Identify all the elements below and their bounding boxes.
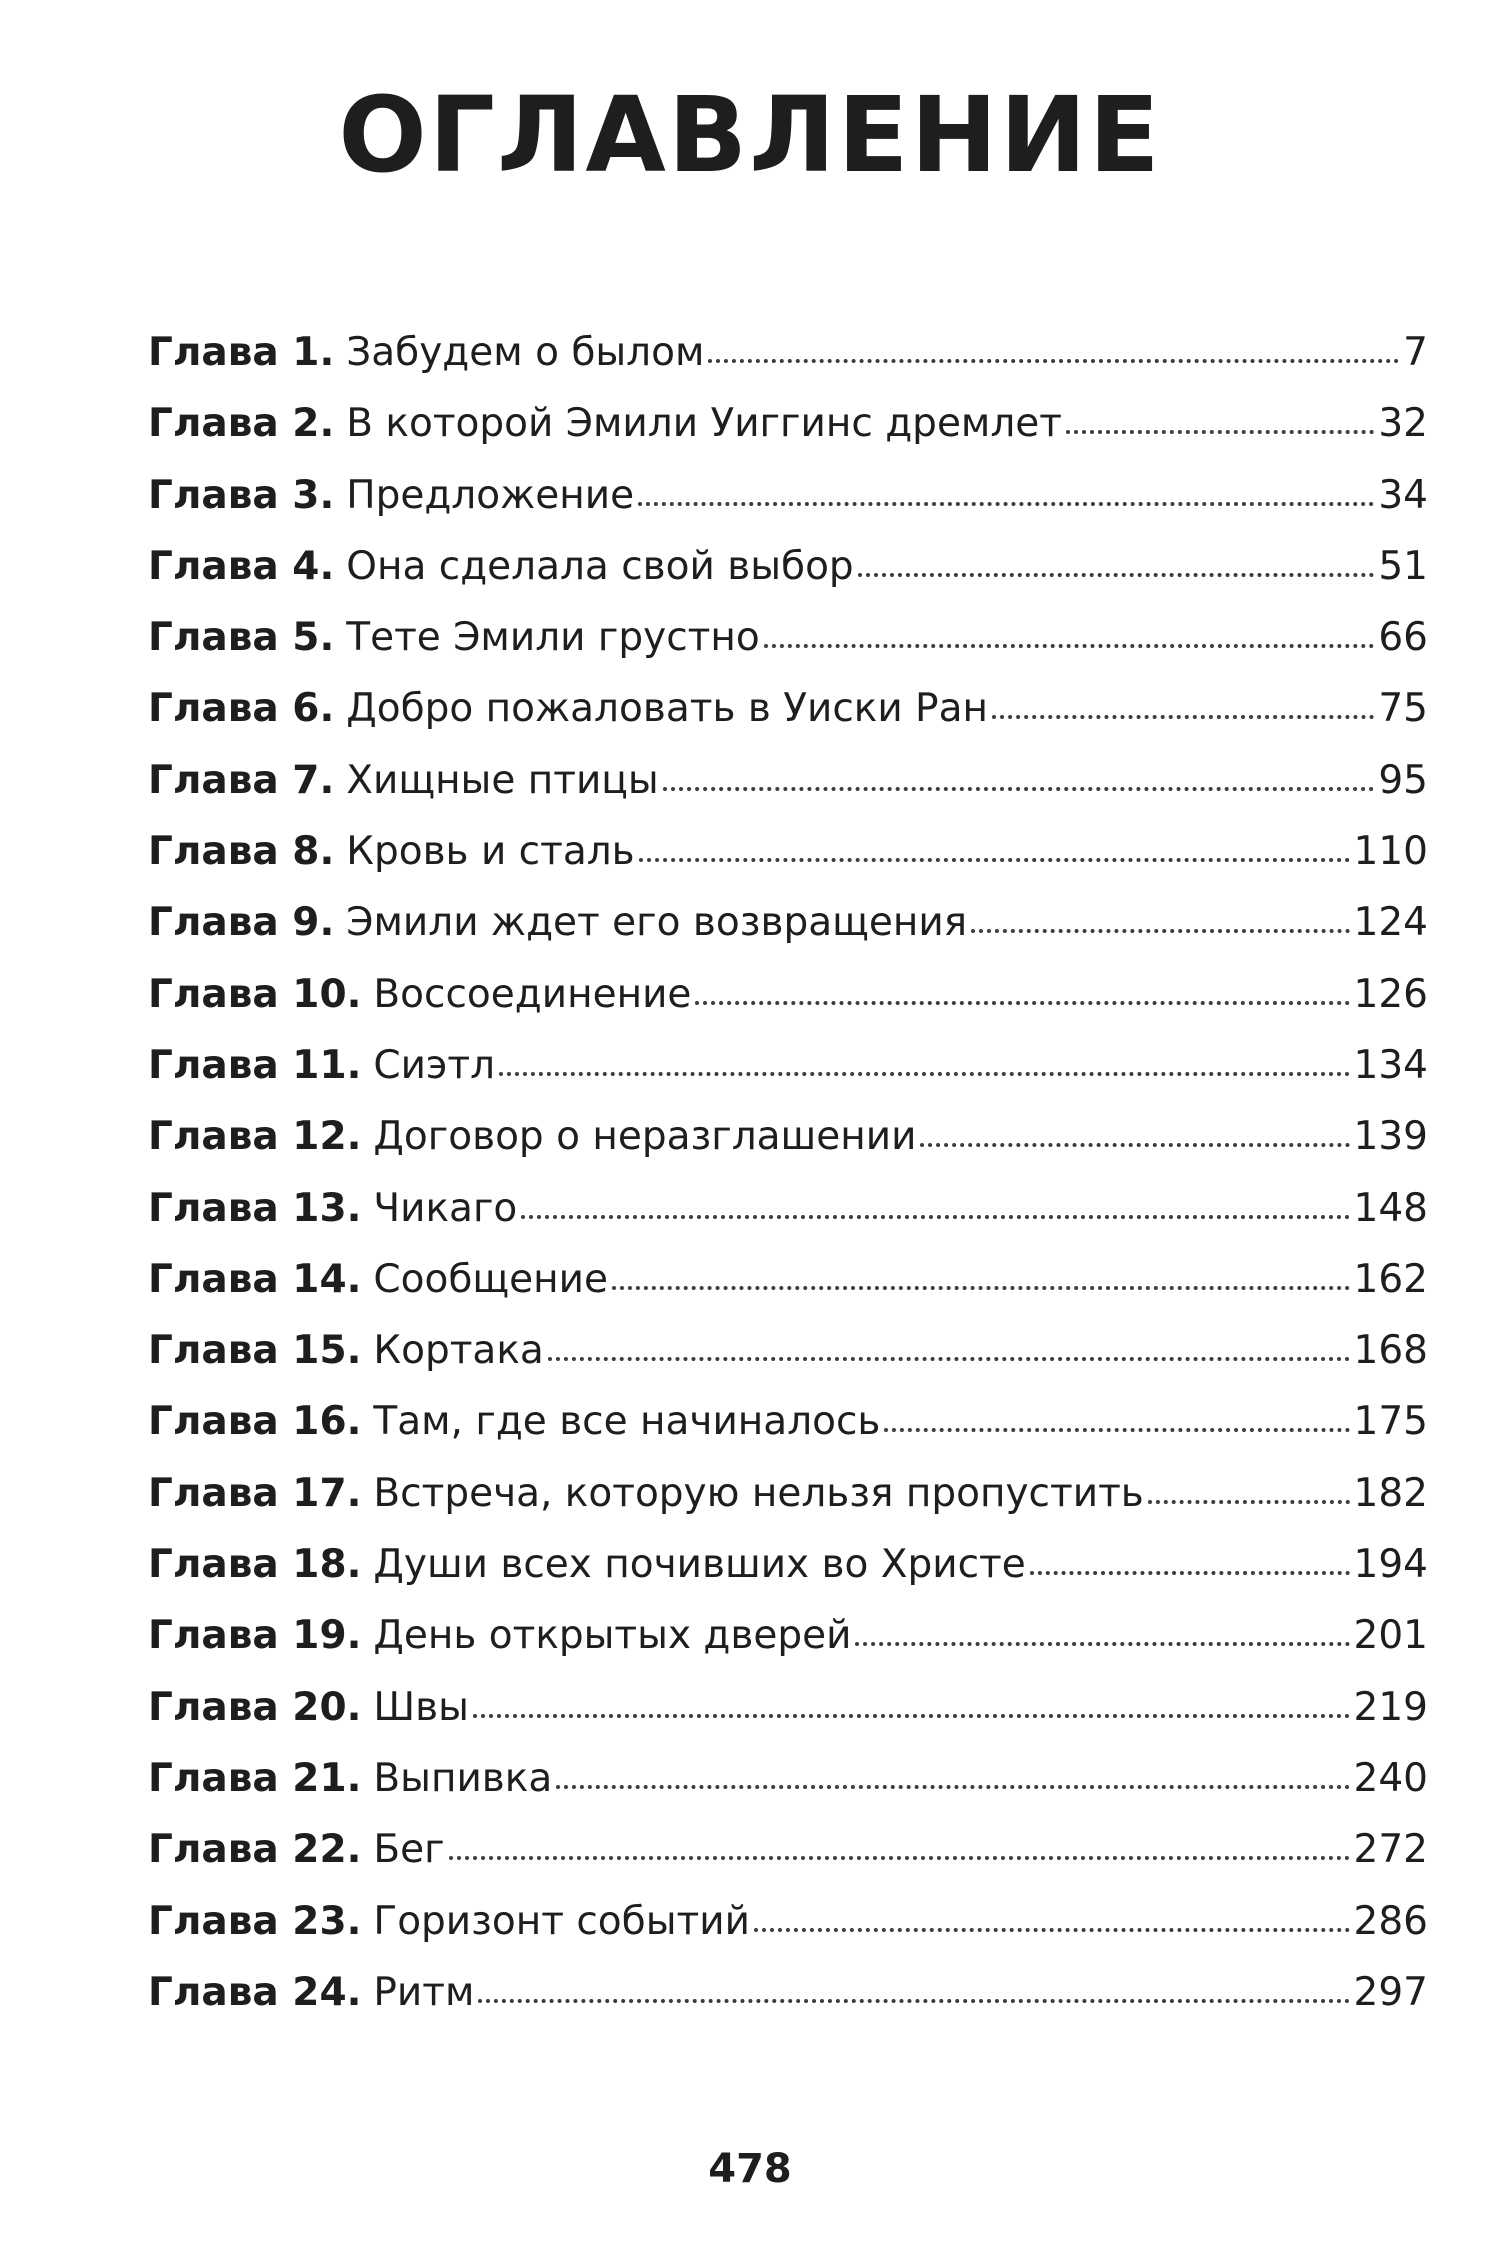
toc-entry-page: 148 (1353, 1185, 1428, 1231)
toc-entry-label: Глава 19. (148, 1613, 362, 1659)
toc-heading: ОГЛАВЛЕНИЕ (338, 74, 1162, 196)
toc-entry-leader (548, 1357, 1350, 1361)
toc-entry-title: Эмили ждет его возвращения (346, 900, 968, 946)
toc-entry-title: Воссоединение (373, 971, 692, 1017)
toc-entry-title: Забудем о былом (346, 330, 705, 375)
toc-entry (148, 1101, 1428, 1172)
toc-entry (148, 1600, 1428, 1671)
toc-entry-title: Встреча, которую нельзя пропустить (373, 1470, 1144, 1516)
toc-entry-title: Бег (373, 1827, 445, 1873)
toc-entry-page: 219 (1353, 1684, 1428, 1730)
toc-entry (148, 816, 1428, 887)
toc-entry-page: 134 (1353, 1042, 1428, 1088)
toc-entry (148, 531, 1428, 602)
toc-entry-label: Глава 20. (148, 1684, 362, 1730)
toc-entry-leader (499, 1072, 1350, 1076)
toc-entry-title: Сиэтл (373, 1042, 496, 1088)
toc-entry-label: Глава 16. (148, 1399, 362, 1445)
toc-entry (148, 1814, 1428, 1885)
toc-entry-title: Там, где все начиналось (373, 1399, 881, 1445)
toc-entry-leader (855, 1642, 1349, 1646)
toc-entry-page: 126 (1353, 971, 1428, 1017)
toc-entry-label: Глава 10. (148, 971, 362, 1017)
toc-entry (148, 317, 1428, 388)
toc-entry (148, 1173, 1428, 1244)
toc-entry (148, 673, 1428, 744)
toc-entry-page: 7 (1403, 330, 1428, 375)
toc-entry-page: 110 (1353, 829, 1428, 875)
toc-entry-label: Глава 17. (148, 1470, 362, 1516)
toc-entry (148, 1672, 1428, 1743)
toc-entry-leader (1030, 1571, 1350, 1575)
toc-entry-title: Кровь и сталь (346, 829, 635, 875)
toc-entry-page: 34 (1378, 472, 1428, 518)
toc-entry (148, 1030, 1428, 1101)
toc-entry-leader (708, 359, 1399, 363)
toc-entry-label: Глава 18. (148, 1542, 362, 1588)
toc-entry-title: Швы (373, 1684, 469, 1730)
toc-entry-leader (663, 787, 1375, 791)
toc-entry-leader (521, 1215, 1349, 1219)
toc-entry-leader (992, 715, 1374, 719)
toc-entry-title: Души всех почивших во Христе (373, 1542, 1026, 1588)
toc-entry-page: 272 (1353, 1827, 1428, 1873)
toc-entry (148, 1957, 1428, 2028)
toc-entry-leader (884, 1428, 1349, 1432)
toc-entry (148, 1743, 1428, 1814)
toc-entry-label: Глава 13. (148, 1185, 362, 1231)
toc-entry (148, 745, 1428, 816)
toc-entry-leader (858, 573, 1375, 577)
toc-entry-title: Она сделала свой выбор (346, 543, 854, 589)
toc-entry (148, 1315, 1428, 1386)
toc-entry-label: Глава 24. (148, 1969, 362, 2015)
toc-entry (148, 1244, 1428, 1315)
toc-entry-title: Сообщение (373, 1256, 608, 1302)
toc-entry-leader (638, 502, 1374, 506)
toc-entry-leader (695, 1001, 1349, 1005)
toc-entry-leader (1148, 1500, 1350, 1504)
toc-entry-page: 297 (1353, 1969, 1428, 2015)
toc-entry (148, 602, 1428, 673)
toc-entry-label: Глава 3. (148, 472, 335, 518)
toc-entry-title: Хищные птицы (346, 757, 659, 803)
toc-entry-leader (920, 1143, 1349, 1147)
page-number: 478 (708, 2146, 792, 2192)
toc-entry (148, 1886, 1428, 1957)
toc-entry-label: Глава 22. (148, 1827, 362, 1873)
toc-entry-title: День открытых дверей (373, 1613, 852, 1659)
toc-entry-label: Глава 4. (148, 543, 335, 589)
toc-entry-label: Глава 21. (148, 1755, 362, 1801)
toc-entry-label: Глава 23. (148, 1898, 362, 1944)
toc-entry-label: Глава 8. (148, 829, 335, 875)
toc-entry-title: Кортака (373, 1328, 544, 1374)
toc-entry-page: 286 (1353, 1898, 1428, 1944)
toc-entry-page: 162 (1353, 1256, 1428, 1302)
toc-entry (148, 388, 1428, 459)
toc-entry-page: 194 (1353, 1542, 1428, 1588)
toc-entry-label: Глава 9. (148, 900, 335, 946)
toc-entry (148, 1386, 1428, 1457)
toc-entry-page: 175 (1353, 1399, 1428, 1445)
toc-entry-page: 168 (1353, 1328, 1428, 1374)
toc-list (148, 317, 1428, 2028)
toc-entry-label: Глава 5. (148, 615, 335, 661)
toc-entry-title: Договор о неразглашении (373, 1114, 917, 1160)
toc-entry-label: Глава 1. (148, 330, 335, 375)
toc-entry-leader (639, 858, 1350, 862)
toc-entry-leader (971, 929, 1349, 933)
toc-entry-title: Выпивка (373, 1755, 553, 1801)
toc-entry-leader (473, 1714, 1350, 1718)
toc-entry-page: 95 (1378, 757, 1428, 803)
toc-entry-label: Глава 7. (148, 757, 335, 803)
toc-entry-page: 32 (1378, 401, 1428, 447)
toc-entry-leader (612, 1286, 1350, 1290)
toc-entry-title: Предложение (346, 472, 635, 518)
toc-entry-leader (764, 644, 1375, 648)
toc-entry (148, 959, 1428, 1030)
toc-entry-leader (754, 1928, 1350, 1932)
toc-entry-label: Глава 6. (148, 686, 335, 732)
toc-entry-label: Глава 15. (148, 1328, 362, 1374)
toc-entry-title: Чикаго (373, 1185, 518, 1231)
toc-entry-title: В которой Эмили Уиггинс дремлет (346, 401, 1062, 447)
toc-entry-page: 51 (1378, 543, 1428, 589)
toc-entry-page: 182 (1353, 1470, 1428, 1516)
toc-entry-page: 124 (1353, 900, 1428, 946)
toc-entry-page: 139 (1353, 1114, 1428, 1160)
toc-entry (148, 460, 1428, 531)
toc-entry-label: Глава 11. (148, 1042, 362, 1088)
toc-entry (148, 1458, 1428, 1529)
toc-entry (148, 1529, 1428, 1600)
toc-entry-label: Глава 14. (148, 1256, 362, 1302)
toc-entry-page: 66 (1378, 615, 1428, 661)
toc-entry (148, 887, 1428, 958)
toc-entry-title: Тете Эмили грустно (346, 615, 760, 661)
toc-entry-label: Глава 2. (148, 401, 335, 447)
toc-entry-title: Ритм (373, 1969, 475, 2015)
toc-entry-leader (556, 1785, 1349, 1789)
toc-entry-title: Добро пожаловать в Уиски Ран (346, 686, 988, 732)
toc-entry-page: 75 (1378, 686, 1428, 732)
toc-entry-label: Глава 12. (148, 1114, 362, 1160)
toc-entry-leader (449, 1856, 1350, 1860)
toc-entry-page: 201 (1353, 1613, 1428, 1659)
toc-entry-page: 240 (1353, 1755, 1428, 1801)
toc-entry-leader (1066, 430, 1374, 434)
toc-entry-leader (478, 1999, 1349, 2003)
toc-entry-title: Горизонт событий (373, 1898, 750, 1944)
